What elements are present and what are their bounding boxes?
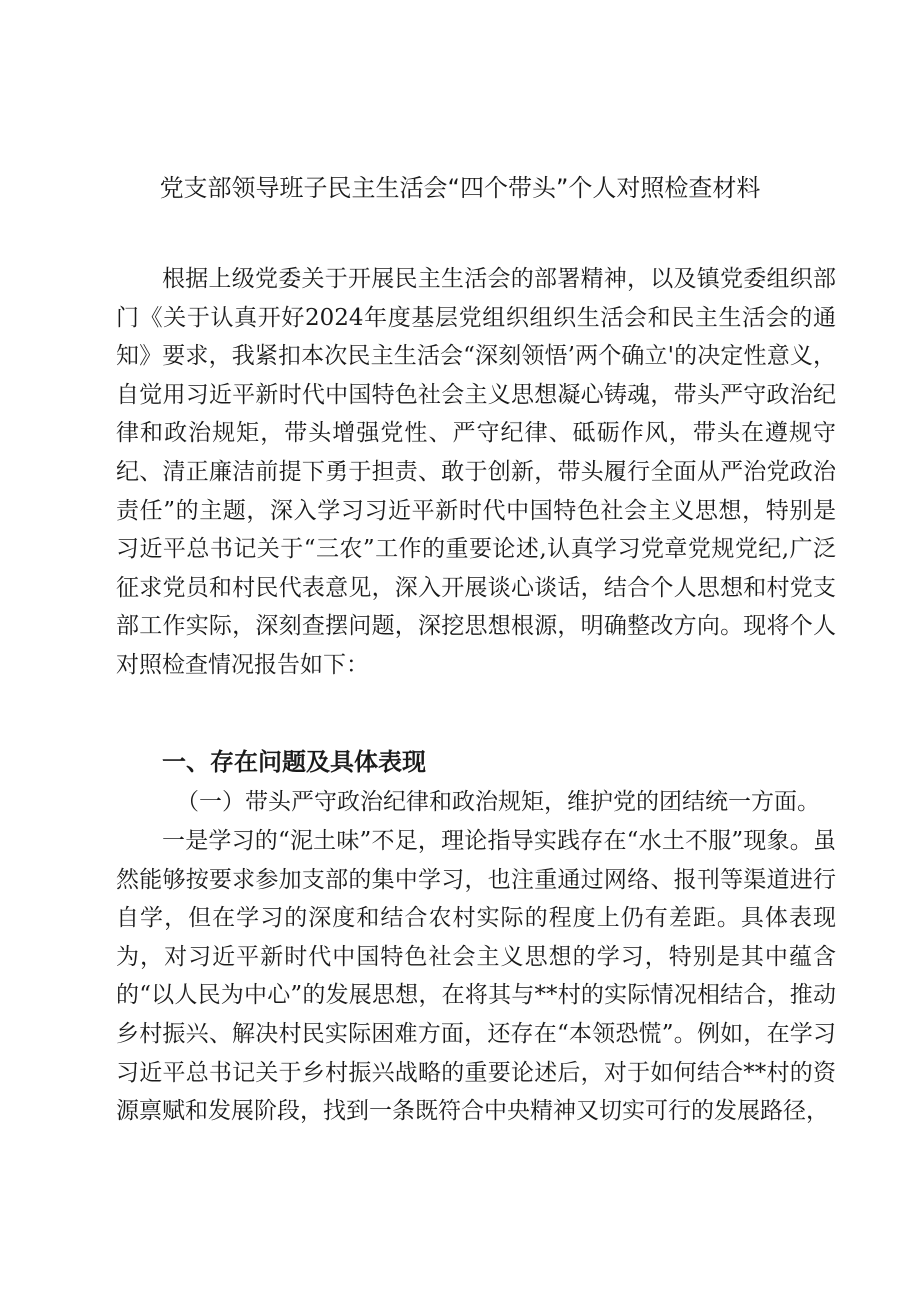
section-heading-problems: 一、存在问题及具体表现 xyxy=(162,748,426,776)
document-title: 党支部领导班子民主生活会“四个带头”个人对照检查材料 xyxy=(159,174,761,202)
subsection-heading-political-discipline: （一）带头严守政治纪律和政治规矩，维护党的团结统一方面。 xyxy=(176,789,820,815)
subsection-paragraph: 一是学习的“泥土味”不足，理论指导实践存在“水土不服”现象。虽然能够按要求参加支部的集中学习，也注重通过网络、报刊等渠道进行自学，但在学习的深度和结合农村实际的程度上仍有差距。具体表现为，对习近平新时代中国特色社会主义思想的学习，特别是其中蕴含的“以人民为中心”的发展思想，在将其与**村的实际情况相结合，推动乡村振兴、解决村民实际困难方面，还存在“本领恐慌”。例如，在学习习近平总书记关于乡村振兴战略的重要论述后，对于如何结合**村的资源禀赋和发展阶段，找到一条既符合中央精神又切实可行的发展路径， xyxy=(116,828,836,1125)
intro-paragraph: 根据上级党委关于开展民主生活会的部署精神，以及镇党委组织部门《关于认真开好2024年度基层党组织组织生活会和民主生活会的通知》要求，我紧扣本次民主生活会“深刻领悟’两个确立'的决定性意义，自觉用习近平新时代中国特色社会主义思想凝心铸魂，带头严守政治纪律和政治规矩，带头增强党性、严守纪律、砥砺作风，带头在遵规守纪、清正廉洁前提下勇于担责、敢于创新，带头履行全面从严治党政治责任”的主题，深入学习习近平新时代中国特色社会主义思想，特别是习近平总书记关于“三农”工作的重要论述,认真学习党章党规党纪,广泛征求党员和村民代表意见，深入开展谈心谈话，结合个人思想和村党支部工作实际，深刻查摆问题，深挖思想根源，明确整改方向。现将个人对照检查情况报告如下： xyxy=(116,266,836,678)
